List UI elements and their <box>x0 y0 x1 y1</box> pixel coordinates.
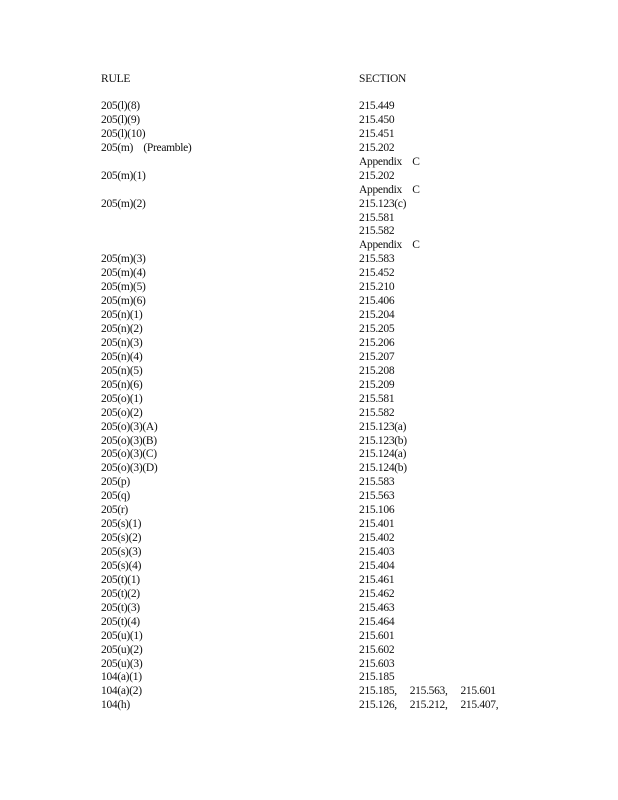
rule-section-table <box>0 100 618 713</box>
rule-cell: 205(m) (Preamble) <box>101 141 192 154</box>
section-cell: Appendix C <box>359 183 420 196</box>
section-cell: 215.124(b) <box>359 462 407 475</box>
section-cell: 215.601 <box>359 629 395 642</box>
section-cell: 215.581 <box>359 392 395 405</box>
section-cell: 215.209 <box>359 378 395 391</box>
rule-cell: 205(o)(3)(A) <box>101 420 158 433</box>
rule-cell: 104(h) <box>101 699 130 712</box>
rule-cell: 205(o)(2) <box>101 406 143 419</box>
section-cell: 215.404 <box>359 559 395 572</box>
rule-cell: 205(l)(10) <box>101 127 146 140</box>
table-row <box>0 448 618 462</box>
section-cell: 215.207 <box>359 350 395 363</box>
section-cell: 215.402 <box>359 532 395 545</box>
table-row <box>0 267 618 281</box>
table-row <box>0 685 618 699</box>
table-row <box>0 616 618 630</box>
section-cell: 215.208 <box>359 364 395 377</box>
section-cell: 215.463 <box>359 601 395 614</box>
table-row <box>0 518 618 532</box>
rule-cell: 205(u)(3) <box>101 657 143 670</box>
table-row <box>0 365 618 379</box>
table-row <box>0 100 618 114</box>
table-row <box>0 546 618 560</box>
section-cell: 215.451 <box>359 127 395 140</box>
rule-cell: 205(s)(3) <box>101 546 142 558</box>
table-row <box>0 351 618 365</box>
table-row <box>0 309 618 323</box>
rule-column-header: RULE <box>101 73 131 85</box>
section-cell: Appendix C <box>359 155 420 168</box>
rule-cell: 205(s)(2) <box>101 532 142 545</box>
rule-cell: 205(t)(3) <box>101 601 140 614</box>
table-row <box>0 253 618 267</box>
rule-cell: 205(l)(8) <box>101 100 140 112</box>
table-row <box>0 225 618 239</box>
rule-cell: 205(m)(2) <box>101 197 146 210</box>
table-row <box>0 337 618 351</box>
table-row <box>0 644 618 658</box>
section-cell: 215.205 <box>359 323 395 335</box>
section-column-header: SECTION <box>359 73 407 85</box>
table-row <box>0 435 618 449</box>
section-cell: 215.124(a) <box>359 448 407 461</box>
rule-cell: 205(m)(1) <box>101 169 146 182</box>
section-cell: 215.461 <box>359 573 395 586</box>
table-row <box>0 630 618 644</box>
table-row <box>0 504 618 518</box>
section-cell: 215.603 <box>359 657 395 670</box>
section-cell: 215.403 <box>359 546 395 558</box>
table-row <box>0 421 618 435</box>
table-row <box>0 184 618 198</box>
table-row <box>0 114 618 128</box>
rule-cell: 205(n)(1) <box>101 309 143 322</box>
table-row <box>0 462 618 476</box>
rule-cell: 205(o)(3)(D) <box>101 462 158 475</box>
section-cell: 215.210 <box>359 281 395 294</box>
rule-cell: 205(m)(4) <box>101 267 146 280</box>
table-row <box>0 407 618 421</box>
section-cell: 215.452 <box>359 267 395 280</box>
rule-cell: 205(s)(4) <box>101 559 142 572</box>
section-cell: 215.563 <box>359 490 395 503</box>
section-cell: 215.449 <box>359 100 395 112</box>
rule-cell: 104(a)(2) <box>101 685 142 698</box>
rule-cell: 205(o)(1) <box>101 392 143 405</box>
section-cell: 215.185 <box>359 671 395 684</box>
table-row <box>0 323 618 337</box>
rule-cell: 104(a)(1) <box>101 671 142 684</box>
table-row <box>0 560 618 574</box>
section-cell: Appendix C <box>359 239 420 252</box>
rule-cell: 205(q) <box>101 490 130 503</box>
rule-cell: 205(o)(3)(B) <box>101 434 157 447</box>
rule-cell: 205(t)(1) <box>101 573 140 586</box>
table-row <box>0 156 618 170</box>
rule-cell: 205(u)(1) <box>101 629 143 642</box>
section-cell: 215.123(a) <box>359 420 407 433</box>
table-row <box>0 658 618 672</box>
section-cell: 215.123(c) <box>359 197 407 210</box>
section-cell: 215.185, 215.563, 215.601 <box>359 685 496 698</box>
section-cell: 215.202 <box>359 169 395 182</box>
rule-cell: 205(t)(2) <box>101 587 140 600</box>
section-cell: 215.406 <box>359 295 395 308</box>
rule-cell: 205(n)(6) <box>101 378 143 391</box>
table-row <box>0 671 618 685</box>
table-row <box>0 128 618 142</box>
rule-cell: 205(p) <box>101 476 130 489</box>
table-row <box>0 532 618 546</box>
section-cell: 215.106 <box>359 504 395 517</box>
rule-cell: 205(n)(2) <box>101 323 143 335</box>
section-cell: 215.583 <box>359 253 395 266</box>
section-cell: 215.462 <box>359 587 395 600</box>
rule-cell: 205(n)(5) <box>101 364 143 377</box>
table-row <box>0 198 618 212</box>
table-row <box>0 379 618 393</box>
table-row <box>0 699 618 713</box>
rule-cell: 205(m)(3) <box>101 253 146 266</box>
section-cell: 215.583 <box>359 476 395 489</box>
table-row <box>0 170 618 184</box>
section-cell: 215.204 <box>359 309 395 322</box>
section-cell: 215.450 <box>359 113 395 126</box>
table-row <box>0 239 618 253</box>
table-row <box>0 588 618 602</box>
table-row <box>0 142 618 156</box>
table-row <box>0 490 618 504</box>
section-cell: 215.581 <box>359 211 395 224</box>
rule-cell: 205(t)(4) <box>101 615 140 628</box>
rule-cell: 205(n)(4) <box>101 350 143 363</box>
section-cell: 215.582 <box>359 225 395 238</box>
rule-cell: 205(s)(1) <box>101 518 142 531</box>
section-cell: 215.123(b) <box>359 434 407 447</box>
table-row <box>0 476 618 490</box>
rule-cell: 205(n)(3) <box>101 336 143 349</box>
rule-cell: 205(m)(5) <box>101 281 146 294</box>
table-row <box>0 574 618 588</box>
section-cell: 215.206 <box>359 336 395 349</box>
section-cell: 215.126, 215.212, 215.407, <box>359 699 499 712</box>
rule-cell: 205(l)(9) <box>101 113 140 126</box>
table-row <box>0 281 618 295</box>
rule-cell: 205(o)(3)(C) <box>101 448 157 461</box>
section-cell: 215.582 <box>359 406 395 419</box>
rule-cell: 205(u)(2) <box>101 643 143 656</box>
section-cell: 215.464 <box>359 615 395 628</box>
table-row <box>0 295 618 309</box>
section-cell: 215.401 <box>359 518 395 531</box>
section-cell: 215.602 <box>359 643 395 656</box>
table-row <box>0 212 618 226</box>
section-cell: 215.202 <box>359 141 395 154</box>
table-row <box>0 393 618 407</box>
rule-cell: 205(m)(6) <box>101 295 146 308</box>
rule-cell: 205(r) <box>101 504 128 517</box>
table-row <box>0 602 618 616</box>
